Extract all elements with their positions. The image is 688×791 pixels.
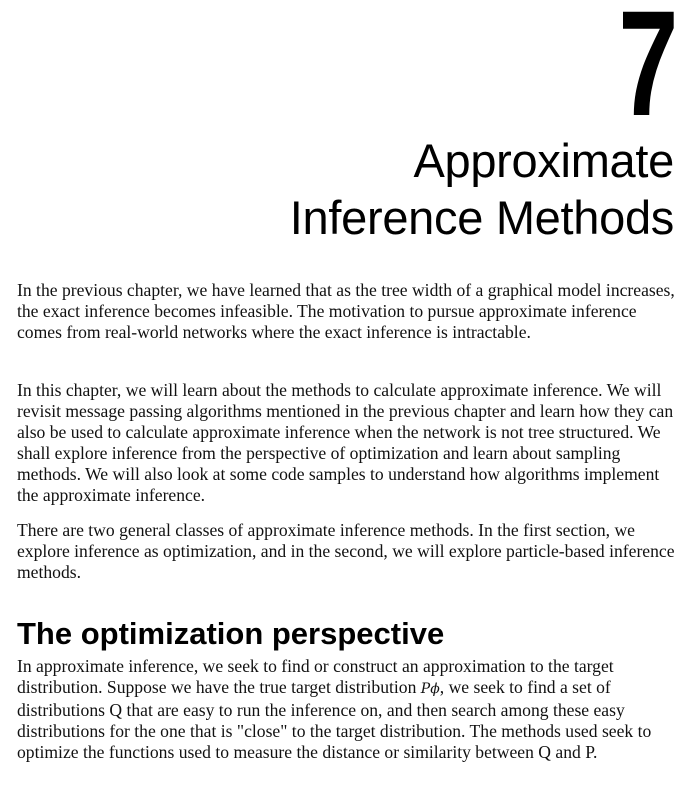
section-paragraph: [17, 656, 677, 763]
intro-paragraph-3: There are two general classes of approximate inference methods. In the first section, we explore inference as optimization, and in the second, we will explore particle-based inference methods.: [17, 520, 675, 582]
math-symbol: Pϕ: [420, 681, 440, 697]
chapter-title-line-2: Inference Methods: [289, 191, 674, 244]
section-heading: The optimization perspective: [17, 616, 445, 651]
section-paragraph-text-start: In approximate inference, we seek to find or construct an approximation to the target distribution. Suppose we have the true target distribution: [17, 656, 614, 697]
chapter-title-line-1: Approximate: [413, 134, 674, 187]
intro-paragraph-1: In the previous chapter, we have learned that as the tree width of a graphical model increases, the exact inference becomes infeasible. The motivation to pursue approximate inference comes from real-world networks where the exact inference is intractable.: [17, 280, 675, 342]
chapter-title: [290, 132, 674, 246]
intro-paragraph-2: In this chapter, we will learn about the methods to calculate approximate inference. We will revisit message passing algorithms mentioned in the previous chapter and learn how they can also be used to calculate approximate inference when the network is not tree structured. We shall explore inference from the perspective of optimization and learn about sampling methods. We will also look at some code samples to understand how algorithms implement the approximate inference.: [17, 380, 674, 505]
section-paragraph-text-end: , we seek to find a set of distributions Q that are easy to run the inference on, and then search among these easy distributions for the one that is "close" to the target distribution. The methods used seek to optimize the functions used to measure the distance or similarity between Q and P.: [17, 677, 652, 762]
chapter-number: 7: [617, 0, 678, 147]
